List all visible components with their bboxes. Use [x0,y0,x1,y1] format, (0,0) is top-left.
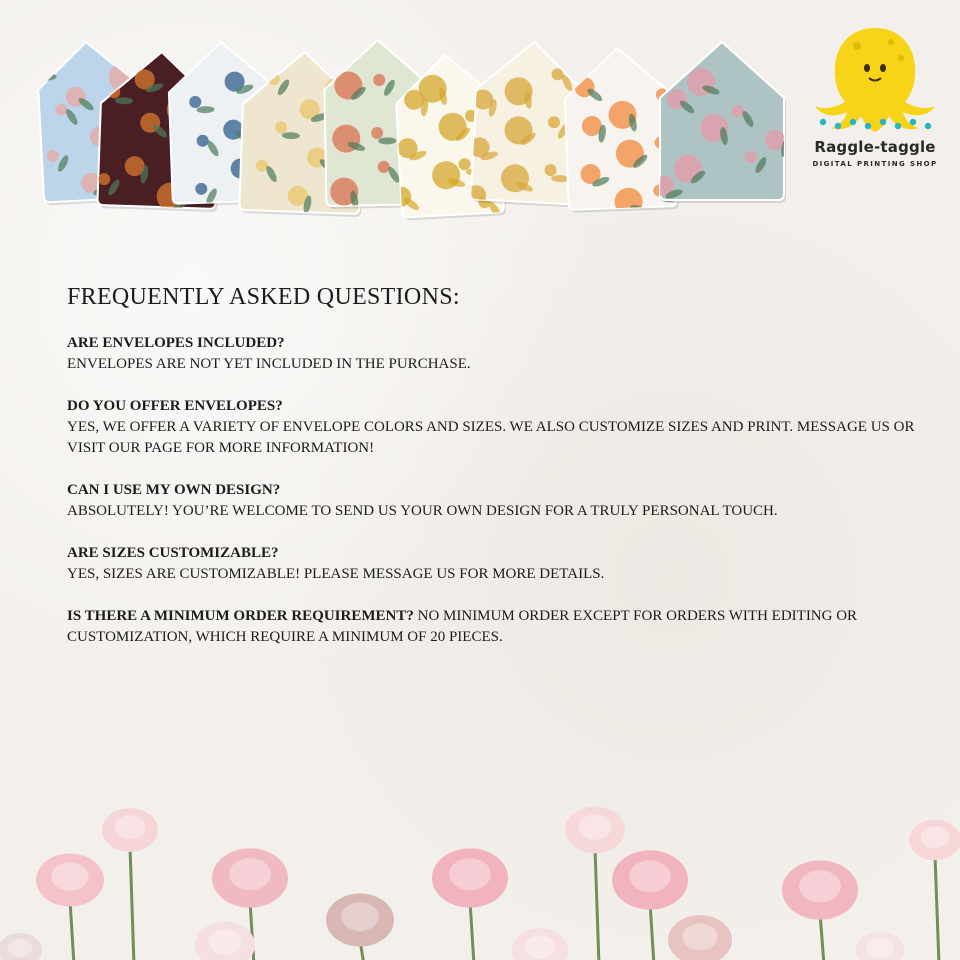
faq-item [67,543,927,585]
octopus-mascot-icon [805,22,945,140]
faq-question: CAN I USE MY OWN DESIGN? [67,482,281,498]
faq-item [67,480,927,522]
decorative-flower-border [0,790,960,960]
faq-answer: ENVELOPES ARE NOT YET INCLUDED IN THE PURCHASE. [67,356,471,372]
faq-question: IS THERE A MINIMUM ORDER REQUIREMENT? [67,608,414,624]
faq-question: ARE SIZES CUSTOMIZABLE? [67,545,279,561]
faq-question: DO YOU OFFER ENVELOPES? [67,398,283,414]
faq-title: FREQUENTLY ASKED QUESTIONS: [67,284,460,310]
faq-answer: NO MINIMUM ORDER EXCEPT FOR ORDERS WITH EDITING OR CUSTOMIZATION, WHICH REQUIRE A MINIMUM OF 20 PIECES. [67,608,858,645]
envelope-sage-rose [654,42,790,203]
faq-item [67,333,927,375]
brand-name: Raggle-taggle [814,138,936,156]
brand-tagline: DIGITAL PRINTING SHOP [812,160,938,168]
faq-answer: ABSOLUTELY! YOU’RE WELCOME TO SEND US YOUR OWN DESIGN FOR A TRULY PERSONAL TOUCH. [67,503,778,519]
faq-answer: YES, WE OFFER A VARIETY OF ENVELOPE COLORS AND SIZES. WE ALSO CUSTOMIZE SIZES AND PRINT. MESSAGE US OR VISIT OUR PAGE FOR MORE INFORMATION! [67,419,915,456]
faq-item [67,606,927,648]
faq-section [67,284,927,669]
faq-answer: YES, SIZES ARE CUSTOMIZABLE! PLEASE MESSAGE US FOR MORE DETAILS. [67,566,605,582]
faq-question: ARE ENVELOPES INCLUDED? [67,335,285,351]
shop-logo [805,22,945,182]
faq-item [67,396,927,459]
